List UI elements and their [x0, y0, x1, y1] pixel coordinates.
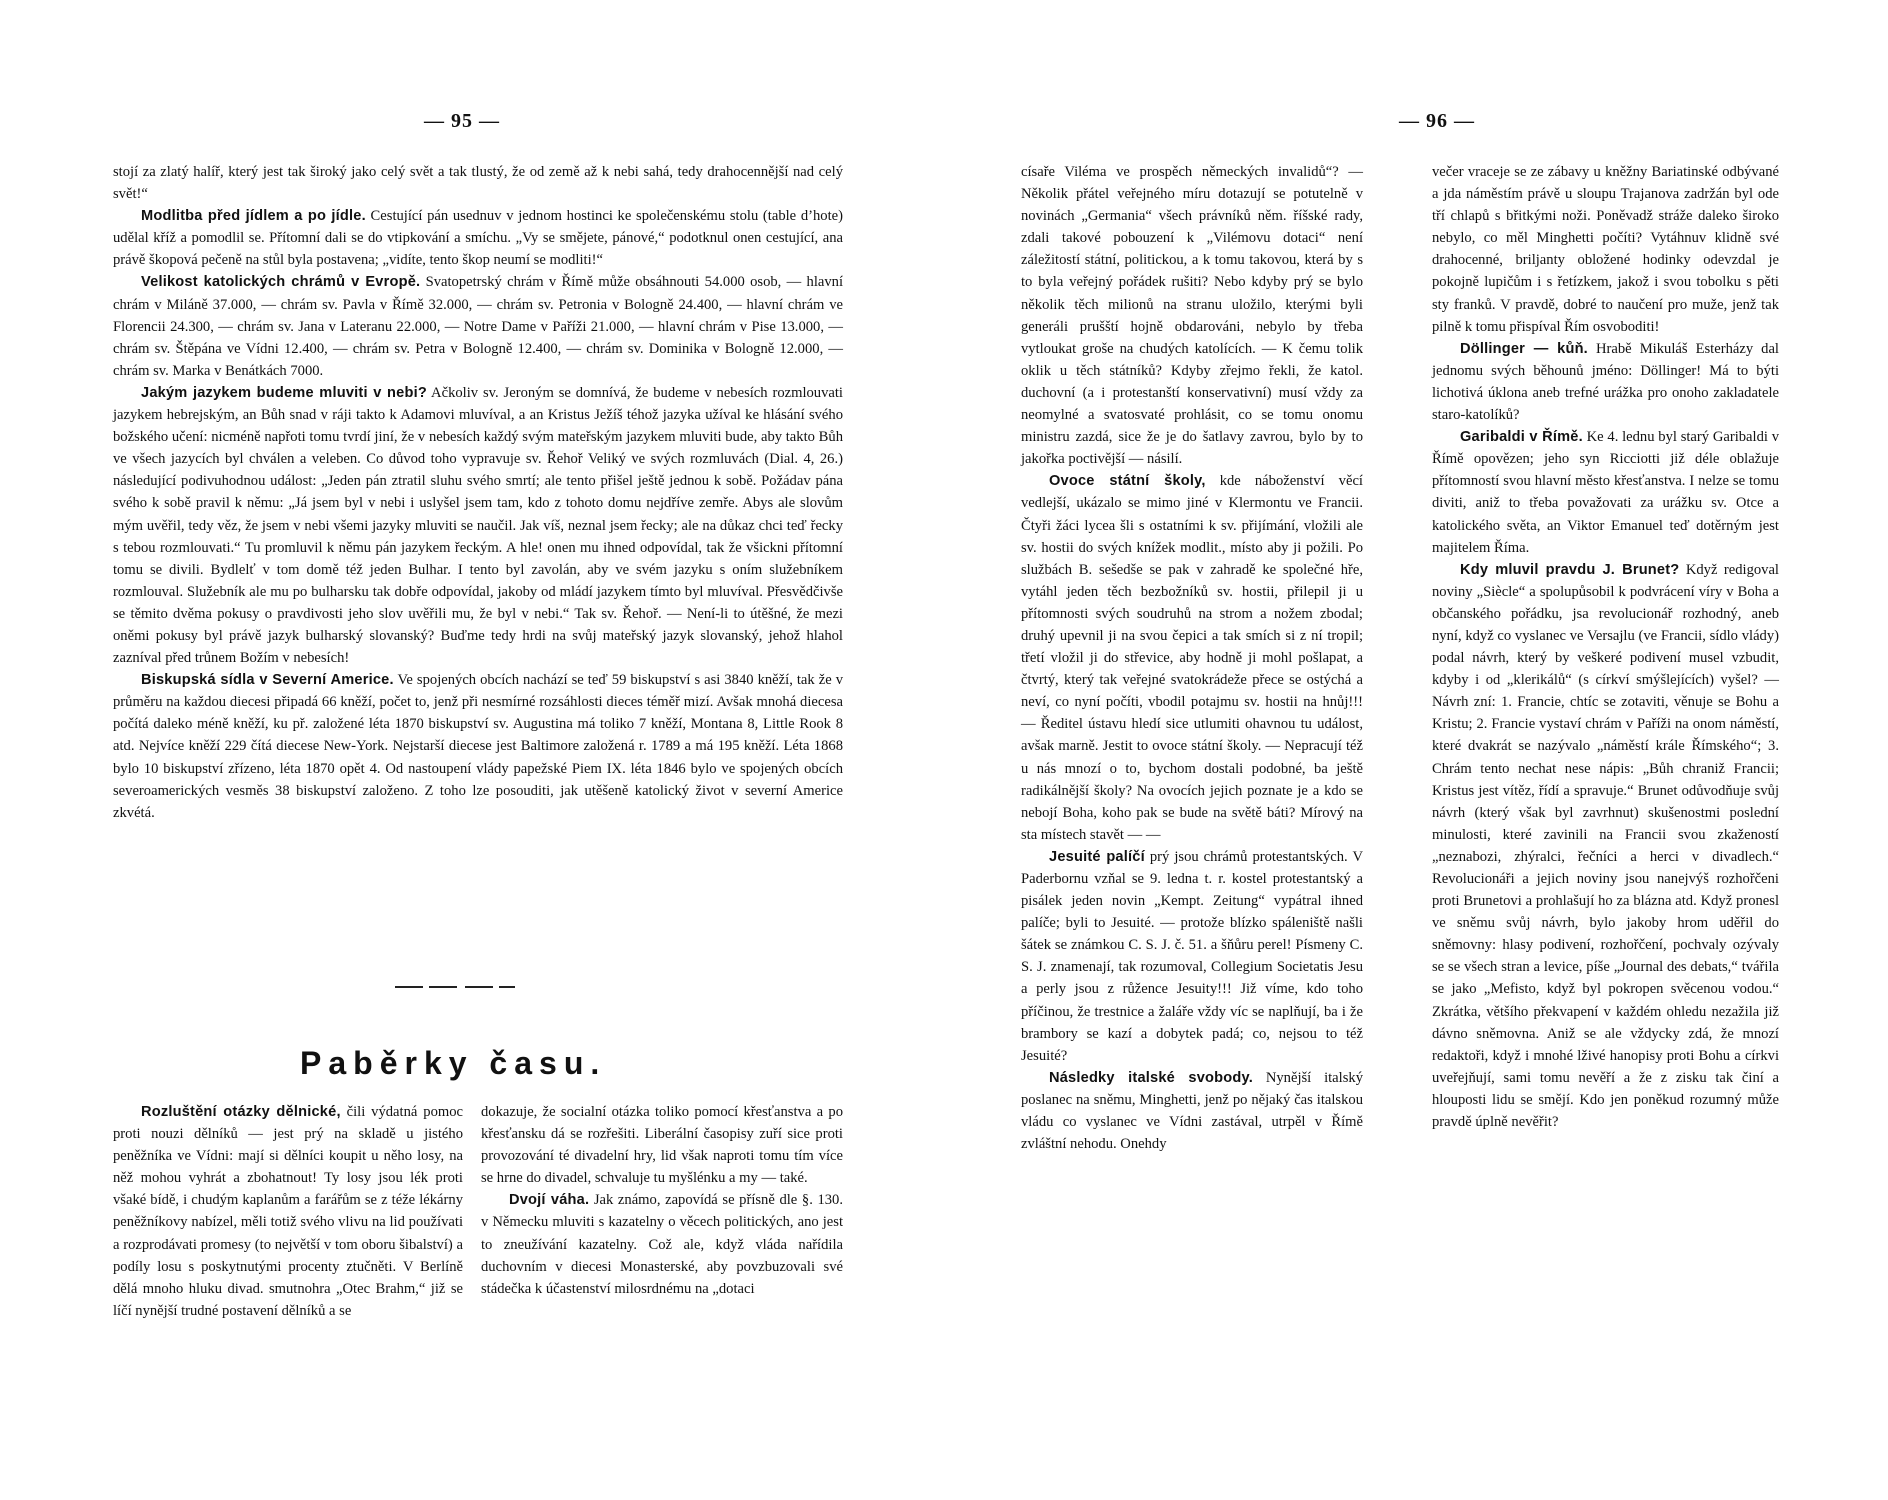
- paragraph-text: Hrabě Mikuláš Esterházy dal jednomu svých běhounů jméno: Döllinger! Má to býti lichotivá úklona aneb trefné urážka pro onoho zakladatele staro-katolíků?: [1432, 340, 1779, 424]
- paragraph: [113, 382, 843, 669]
- paragraph: [113, 161, 843, 205]
- paragraph-text: Jak známo, zapovídá se přísně dle §. 130. v Německu mluviti s kazatelny o věcech politických, ano jest to zneužívání kazatelny. Což ale, když vláda nařídila duchovním v diecesi Monasterské, aby povzbuzovali své stádečka k účastenství milosrdnému na „dotaci: [481, 1192, 843, 1297]
- paragraph-text: Ke 4. lednu byl starý Garibaldi v Římě opovězen; jeho syn Ricciotti již déle oblažuje přítomností svou hlavní město křesťanstva. I nelze se tomu diviti, aniž to třeba považovati za urážku sv. Otce a katolického světa, an Viktor Emanuel teď dotěrným jest majitelem Říma.: [1432, 429, 1779, 556]
- column-right: [481, 1101, 843, 1300]
- paragraph: [481, 1101, 843, 1189]
- paragraph: [1432, 161, 1779, 338]
- paragraph-text: večer vracejе se ze zábavy u kněžny Bariatinské odbývané a jda náměstím právě u sloupu Trajanova zadržán byl ode tří chlapů s břitkými noži. Poněvadž stráže daleko široko nebylo, co měl Minghetti počíti? Vytáhnuv klidně své drahocenné, briljanty obložené hodinky odevzdal je pokojně lupičům i s řetízkem, jakož i svou tobolku s pěti sty franků. V pravdě, dobré to naučení pro muže, jenž tak pilně k tomu přispíval Řím osvoboditi!: [1432, 164, 1779, 335]
- paragraph-text: císaře Viléma ve prospěch německých invalidů“? — Několik přátel veřejného míru dotazují se potutelně v novinách „Germania“ všech právníků něm. říšské rady, zdali takové pobouzení k „Vilémovu dotaci“ není záležitostí státní, politickou, a k tomu takovou, která by s to byla veřejný pořádek rušiti? Nebo kdyby prý se bylo několik těch milionů na stranu uložilo, kterými byli generáli prušští hojně obdarováni, nebylo by třeba vytloukat groše na chudých katolících. — K čemu tolik oklik u těch státníků? Kdyby zřejmo řekli, že katol. duchovní (a i protestanští konservativní) musí vždy za neomylné a svatosvaté prohlásit, co se tomu onomu ministru zazdá, sice že je do šatlavy zavrou, bylo by to jakořka poctivější — násilí.: [1021, 164, 1363, 468]
- paragraph-text: Nynější italský poslanec na sněmu, Minghetti, jenž po nějaký čas italskou vládu co vyslanec ve Vídni zastával, utrpěl v Římě zvláštní nehodu. Onehdy: [1021, 1069, 1363, 1153]
- paragraph-text: čili výdatná pomoc proti nouzi dělníků — jest prý na skladě u jistého peněžníka ve Vídni: mají si dělníci koupit u něho losy, na něž mohou vyhrát a zbohatnout! Ty losy jsou lék proti všaké bídě, i chudým kaplanům a farářům se z téže lékárny peněžníkovy nabízel, měli totiž svého vlivu na lid používati a rozprodávati promesy (to největší v tom oboru šibalství) a podíly losu s poskytnutými procenty ztučněti. V Berlíně dělá mnoho hluku divad. smutnohra „Otec Brahm,“ již se líčí nynější trudné postavení dělníků a se: [113, 1104, 463, 1319]
- page-number: — 96 —: [1399, 110, 1475, 132]
- page-number: — 95 —: [424, 110, 500, 132]
- paragraph: [481, 1189, 843, 1299]
- column-right: [1432, 161, 1779, 1133]
- article-heading: Garibaldi v Římě.: [1460, 429, 1583, 446]
- paragraph: [1021, 1067, 1363, 1155]
- paragraph-text: Cestující pán usednuv v jednom hostinci ke společenskému stolu (table d’hote) udělal kříž a pomodlil se. Přítomní dali se do vtipkování a smíchu. „Vy se smějete, pánové,“ podotknul onen cestující, ana právě škopová pečeně na stůl byla postavena; „vidíte, tento škop neumí se modliti!“: [113, 208, 843, 269]
- section-divider: [395, 986, 515, 988]
- paragraph-text: Když redigoval noviny „Siècle“ a spolupůsobil k podvrácení víry v Boha a občanského pořádku, jsa revolucionář rozhodný, aneb nyní, když co vyslanec ve Versajlu (ve Francii, sídlo vlády) podal návrh, který by veškeré podivení musel vzbudit, kdyby i od „klerikálů“ (s církví smýšlejících) vyšel? — Návrh zní: 1. Francie, chtíc se zotaviti, věnuje se Bohu a Kristu; 2. Francie vystaví chrám v Paříži na onom náměstí, které dvakrát se nazývalo „náměstí krále Římského“; 3. Chrám tento nechat nese nápis: „Bůh chraniž Francii; Kristus jest vítěz, řídí a spravuje.“ Brunet odůvodňuje svůj návrh (který však byl zavrhnut) skušenostmi poslední minulosti, které zavinili na Francii svou zkažeností „neznabozi, zhýralci, řečníci a herci v divadlech.“ Revolucionáři a jejich noviny jsou nanejvýš rozhořčeni proti Brunetovi a prohlašují ho za blázna atd. Když pronesl ve sněmu svůj návrh, bylo jakoby hrom uděřil do sněmovny: hlasy podivení, rozhořčení, pochvaly ozývaly se se všech stran a levice, píše „Journal des debats,“ tvářila se jako „Mefisto, když byl pokropen svěcenou vodou.“ Zkrátka, většího překvapení v každém ohledu nezažila již dávno sněmovna. Aniž se ale vždycky zdá, že mnozí redaktoři, když i mnohé lživé hanopisy proti Bohu a církvi uveřejňují, sami tomu nevěří a že z zisku tak činí a hlouposti lidu se smějí. Kdo jen poněkud rozumný může pravdě úplně nevěřit?: [1432, 561, 1779, 1131]
- paragraph: [1432, 559, 1779, 1133]
- article-heading: Rozluštění otázky dělnické,: [141, 1104, 341, 1120]
- paragraph: [1021, 846, 1363, 1067]
- article-heading: Kdy mluvil pravdu J. Brunet?: [1460, 561, 1680, 578]
- article-heading: Dvojí váha.: [509, 1192, 590, 1209]
- column-left: [113, 1101, 463, 1322]
- article-heading: Ovoce státní školy,: [1049, 473, 1206, 490]
- article-heading: Následky italské svobody.: [1049, 1069, 1253, 1086]
- paragraph: [113, 1101, 463, 1322]
- paragraph: [1021, 161, 1363, 470]
- article-heading: Jesuité palíčí: [1049, 848, 1145, 865]
- paragraph: [113, 271, 843, 381]
- paragraph-text: prý jsou chrámů protestantských. V Paderbornu vzňal se 9. ledna t. r. kostel protestantský a pisálek jeden novin „Kempt. Zeitung“ vypátral ihned palíče; byli to Jesuité. — protože blízko spáleniště našli šátek se známkou C. S. J. č. 51. a šňůru perel! Písmeny C. S. J. znamenají, tak rozumoval, Collegium Societatis Jesu a perly jsou z růžence Jesuity!!! Již víme, kdo toho příčinou, že trestnice a žaláře vždy víc se naplňují, ba i že brambory se kazí a dobytek padá; co, nejsou to též Jesuité?: [1021, 848, 1363, 1064]
- paragraph: [1432, 426, 1779, 559]
- paragraph-text: Svatopetrský chrám v Římě může obsáhnouti 54.000 osob, — hlavní chrám v Miláně 37.000, — chrám sv. Pavla v Římě 32.000, — chrám sv. Petronia v Bologně 24.400, — hlavní chrám ve Florencii 24.300, — chrám sv. Jana v Lateranu 22.000, — Notre Dame v Paříži 21.000, — hlavní chrám v Pise 13.000, — chrám sv. Štěpána ve Vídni 12.400, — chrám sv. Petra v Bologně 12.400, — chrám sv. Dominika v Bologně 12.000, — chrám sv. Marka v Benátkách 7000.: [113, 274, 844, 379]
- paragraph-text: Ve spojených obcích nachází se teď 59 biskupství s asi 3840 kněží, tak že v průměru na každou diecesi připadá 66 kněží, počet to, jenž při nesmírné rozsáhlosti dieces téměř mizí. Avšak mnohá diecesa počítá daleko méně kněží, ku př. založené léta 1870 biskupství sv. Augustina má toliko 7 kněží, Montana 8, Little Rook 8 atd. Nejvíce kněží 229 čítá diecese New-York. Nejstarší diecese jest Baltimore založená r. 1789 a má 195 kněží. Léta 1868 bylo 10 biskupství zřízeno, léta 1870 opět 4. Od nastoupení vlády papežské Piem IX. léta 1846 bylo ve spojených obcích severoamerických vesměs 38 biskupství založeno. Z toho lze posouditi, jak utěšeně katolický život v severní Americe zkvétá.: [113, 672, 843, 821]
- paragraph: [113, 669, 843, 824]
- section-title: Paběrky času.: [300, 1045, 607, 1081]
- paragraph-text: dokazuje, že socialní otázka toliko pomocí křesťanstva a po křesťansku dá se rozřešiti. Liberální časopisy zuří sice proti provozování té divadelní hry, lid však naproti tomu tím více se hrne do divadel, schvaluje tu myšlénku a my — také.: [481, 1104, 843, 1187]
- column-left: [1021, 161, 1363, 1155]
- article-heading: Biskupská sídla v Severní Americe.: [141, 672, 394, 689]
- article-heading: Döllinger — kůň.: [1460, 340, 1588, 357]
- paragraph: [1021, 470, 1363, 846]
- paragraph-text: kde náboženství věcí vedlejší, ukázalo se mimo jiné v Klermontu ve Francii. Čtyři žáci lycea šli s ostatními k sv. přijímání, vložili ale sv. hostii do svých knížek modlit., místo aby ji požili. Po službách B. sešedše se pak v zahradě ke společné hře, vytáhl jeden těch bezbožníků sv. hostii, přilepil ji u přítomnosti svých soudruhů na strom a nožem zbodal; druhý upevnil ji na svou čepici a tak smích si z ní tropil; třetí vložil ji do střevice, aby hodně ji mohl pošlapat, a čtvrtý, který tak veřejné svatokrádeže přece se ostýchá a neví, co nyní počíti, vbodil potajmu sv. hostii na hnůj!!! — Ředitel ústavu hledí sice utlumiti ohavnou tu událost, avšak marně. Jestit to ovoce státní školy. — Nepracují též u nás mnozí o to, bychom dostali podobné, ba ještě radikálnější školy? Na ovocích jejich poznate je a kdo se nebojí Boha, koho pak se bude na světě báti? Mírový na sta místech stavět — —: [1021, 473, 1363, 843]
- right-page: [944, 0, 1888, 1500]
- article-block: [113, 161, 843, 824]
- paragraph-text: Ačkoliv sv. Jeroným se domnívá, že budeme v nebesích rozmlouvati jazykem hebrejským, an Bůh snad v ráji takto k Adamovi mluvíval, a an Kristus Ježíš téhož jazyka užíval ke hlásání svého božského učení: nicméně napřoti tomu tvrdí jiní, že v nebesích každý svým mateřským jazykem mluviti bude, aby takto Bůh ve všech jazycích byl chválen a veleben. Co důvod toho vypravuje sv. Řehoř Veliký ve svých rozmluvách (Dial. 4, 26.) následující podivuhodnou událost: „Jeden pán ztratil sluhu svého smrtí; ale tento přišel ještě jednou k sobě. Požádav pána svého k sobě pravil k němu: „Já jsem byl v nebi i uslyšel jsem tam, kdo z tohoto domu nejdříve zemře. Abys ale slovům mým uvěřil, tedy věz, že jsem v nebi všemi jazyky mluviti se naučil. Jak víš, neznal jsem řecky; ale na důkaz chci teď řecky s tebou rozmlouvati.“ Tu promluvil k němu pán jazykem řeckým. A hle! onen mu ihned odpovídal, tak že všickni přítomní tomu se divili. Bydlelť v tom domě též jeden Bulhar. I tento byl zavolán, aby ve svém jazyku s oním služebníkem rozmlouval. Služebník ale mu po bulharsku tak dobře odpovídal, jakoby od mládí jazykem tímto byl mluvíval. Přesvědčivše se těmito dvěma pokusy o pravdivosti jeho slov uvěřili mu, že byl v nebi.“ Tak sv. Řehoř. — Není-li to útěšné, že mezi oněmi pokusy byl právě jazyk bulharský slovanský? Buďme tedy hrdi na svůj mateřský jazyk slovanský, jehož hlahol zazníval před trůnem Božím v nebesích!: [113, 384, 843, 667]
- paragraph: [113, 205, 843, 271]
- article-heading: Velikost katolických chrámů v Evropě.: [141, 274, 421, 291]
- article-heading: Modlitba před jídlem a po jídle.: [141, 208, 366, 225]
- paragraph: [1432, 338, 1779, 426]
- article-heading: Jakým jazykem budeme mluviti v nebi?: [141, 384, 427, 401]
- paragraph-text: stojí za zlatý halíř, který jest tak široký jako celý svět a tak tlustý, že od země až k nebi sahá, tedy drahocennější nad celý svět!“: [113, 164, 843, 203]
